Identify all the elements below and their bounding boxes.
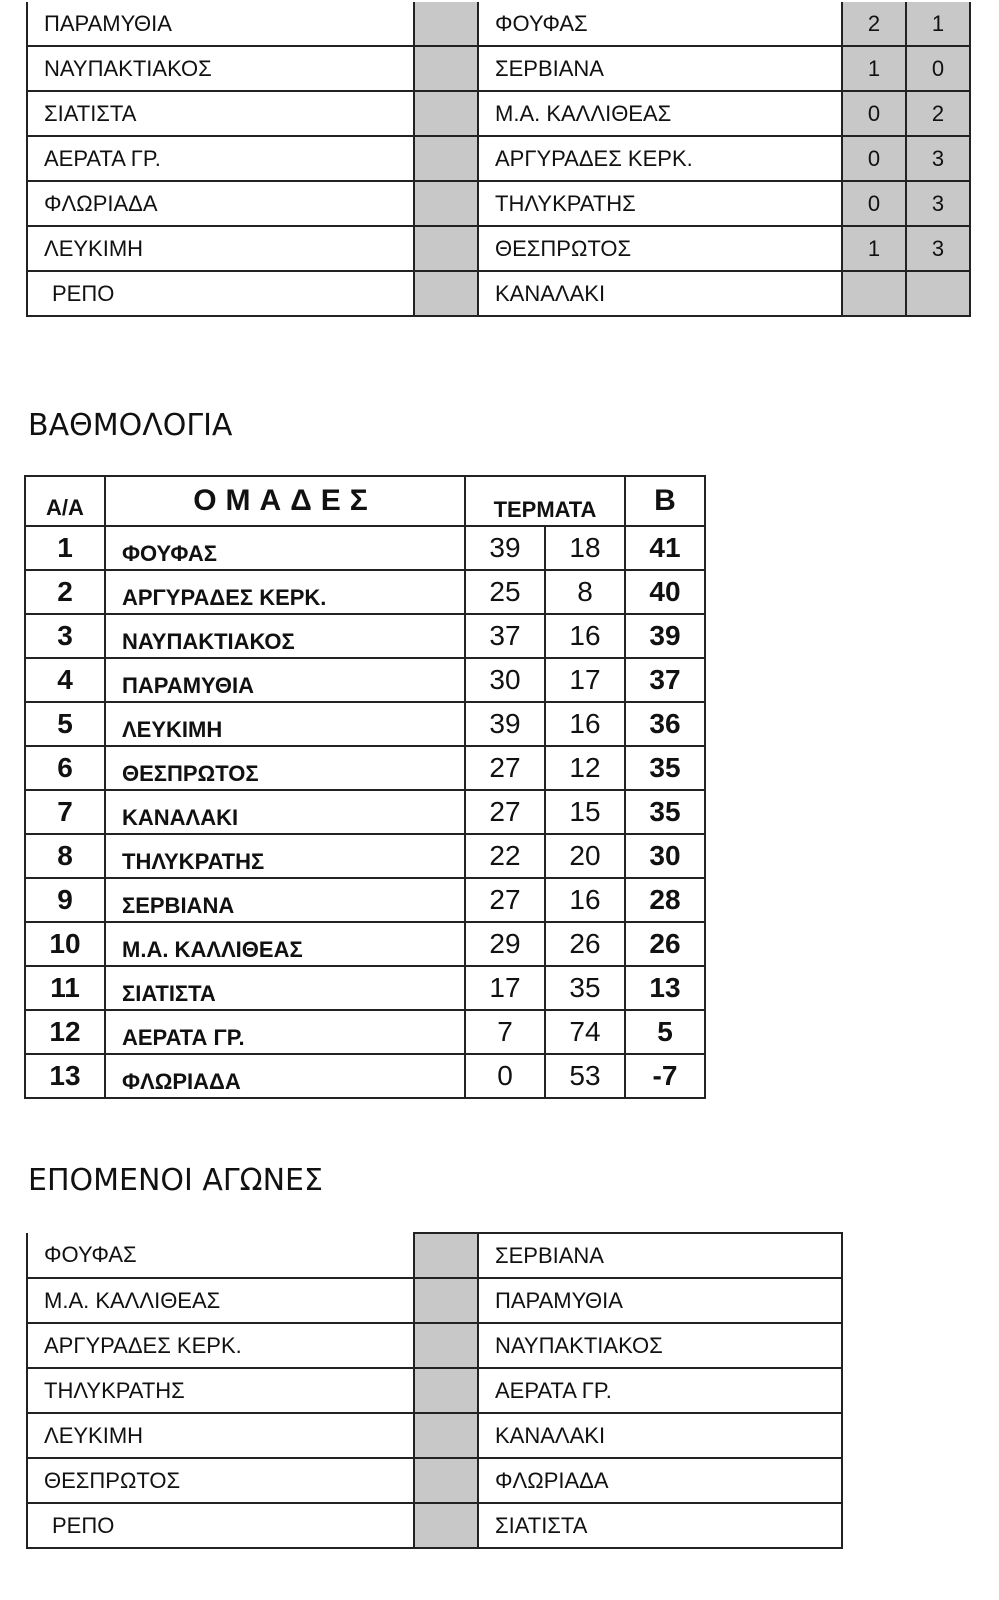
- position: 4: [25, 658, 105, 702]
- team-name: ΦΟΥΦΑΣ: [105, 526, 465, 570]
- goals-for: 27: [465, 878, 545, 922]
- goals-for: 39: [465, 526, 545, 570]
- away-score: 2: [906, 91, 970, 136]
- table-row: [27, 1413, 842, 1458]
- home-score: 0: [842, 136, 906, 181]
- home-team: ΦΟΥΦΑΣ: [27, 1233, 414, 1278]
- away-score: 0: [906, 46, 970, 91]
- goals-against: 17: [545, 658, 625, 702]
- goals-against: 26: [545, 922, 625, 966]
- table-row: [25, 1054, 705, 1098]
- position: 12: [25, 1010, 105, 1054]
- table-row: [25, 570, 705, 614]
- goals-against: 15: [545, 790, 625, 834]
- points: 41: [625, 526, 705, 570]
- table-row: [25, 702, 705, 746]
- away-team: ΣΕΡΒΙΑΝΑ: [478, 1233, 842, 1278]
- table-row: [27, 226, 970, 271]
- away-score: 3: [906, 181, 970, 226]
- points: 40: [625, 570, 705, 614]
- goals-for: 17: [465, 966, 545, 1010]
- home-team: ΣΙΑΤΙΣΤΑ: [27, 91, 414, 136]
- away-team: ΑΡΓΥΡΑΔΕΣ ΚΕΡΚ.: [478, 136, 842, 181]
- away-team: ΝΑΥΠΑΚΤΙΑΚΟΣ: [478, 1323, 842, 1368]
- goals-for: 27: [465, 790, 545, 834]
- team-name: ΑΡΓΥΡΑΔΕΣ ΚΕΡΚ.: [105, 570, 465, 614]
- separator-cell: [414, 181, 478, 226]
- table-row: [27, 91, 970, 136]
- away-team: ΤΗΛΥΚΡΑΤΗΣ: [478, 181, 842, 226]
- team-name: ΘΕΣΠΡΩΤΟΣ: [105, 746, 465, 790]
- position: 13: [25, 1054, 105, 1098]
- goals-against: 8: [545, 570, 625, 614]
- home-team: ΑΕΡΑΤΑ ΓΡ.: [27, 136, 414, 181]
- points: 35: [625, 790, 705, 834]
- table-row: [27, 1233, 842, 1278]
- results-table: [26, 2, 971, 317]
- separator-cell: [414, 136, 478, 181]
- table-row: [25, 526, 705, 570]
- away-team: ΣΕΡΒΙΑΝΑ: [478, 46, 842, 91]
- separator-cell: [414, 1233, 478, 1278]
- away-team: ΚΑΝΑΛΑΚΙ: [478, 271, 842, 316]
- away-score: 3: [906, 226, 970, 271]
- team-name: ΤΗΛΥΚΡΑΤΗΣ: [105, 834, 465, 878]
- team-name: ΣΙΑΤΙΣΤΑ: [105, 966, 465, 1010]
- goals-for: 39: [465, 702, 545, 746]
- standings-header-row: [25, 476, 705, 526]
- home-score: 1: [842, 226, 906, 271]
- away-team: ΣΙΑΤΙΣΤΑ: [478, 1503, 842, 1548]
- table-row: [27, 181, 970, 226]
- table-row: [25, 922, 705, 966]
- goals-against: 16: [545, 878, 625, 922]
- team-name: Μ.Α. ΚΑΛΛΙΘΕΑΣ: [105, 922, 465, 966]
- team-name: ΠΑΡΑΜΥΘΙΑ: [105, 658, 465, 702]
- separator-cell: [414, 91, 478, 136]
- separator-cell: [414, 1278, 478, 1323]
- position: 8: [25, 834, 105, 878]
- points: 30: [625, 834, 705, 878]
- away-team: ΦΟΥΦΑΣ: [478, 2, 842, 46]
- points-header: Β: [625, 476, 705, 526]
- goals-for: 37: [465, 614, 545, 658]
- away-team: ΑΕΡΑΤΑ ΓΡ.: [478, 1368, 842, 1413]
- goals-against: 20: [545, 834, 625, 878]
- separator-cell: [414, 1458, 478, 1503]
- team-name: ΣΕΡΒΙΑΝΑ: [105, 878, 465, 922]
- table-row: [27, 1458, 842, 1503]
- upcoming-table: [26, 1232, 843, 1549]
- points: 36: [625, 702, 705, 746]
- points: 5: [625, 1010, 705, 1054]
- home-team: ΑΡΓΥΡΑΔΕΣ ΚΕΡΚ.: [27, 1323, 414, 1368]
- points: 37: [625, 658, 705, 702]
- goals-for: 0: [465, 1054, 545, 1098]
- team-name: ΛΕΥΚΙΜΗ: [105, 702, 465, 746]
- table-row: [25, 614, 705, 658]
- table-row: [27, 1278, 842, 1323]
- position: 9: [25, 878, 105, 922]
- separator-cell: [414, 271, 478, 316]
- goals-for: 27: [465, 746, 545, 790]
- separator-cell: [414, 46, 478, 91]
- table-row: [27, 271, 970, 316]
- table-row: [27, 1503, 842, 1548]
- home-team: ΦΛΩΡΙΑΔΑ: [27, 181, 414, 226]
- goals-against: 35: [545, 966, 625, 1010]
- home-team: ΠΑΡΑΜΥΘΙΑ: [27, 2, 414, 46]
- points: 35: [625, 746, 705, 790]
- upcoming-title: ΕΠΟΜΕΝΟΙ ΑΓΩΝΕΣ: [28, 1163, 323, 1198]
- standings-table: [24, 475, 706, 1099]
- position: 2: [25, 570, 105, 614]
- home-team: Μ.Α. ΚΑΛΛΙΘΕΑΣ: [27, 1278, 414, 1323]
- separator-cell: [414, 1503, 478, 1548]
- home-team: ΡΕΠΟ: [27, 1503, 414, 1548]
- position: 7: [25, 790, 105, 834]
- table-row: [27, 136, 970, 181]
- home-score: 0: [842, 181, 906, 226]
- goals-against: 12: [545, 746, 625, 790]
- position: 10: [25, 922, 105, 966]
- points: -7: [625, 1054, 705, 1098]
- points: 13: [625, 966, 705, 1010]
- home-team: ΛΕΥΚΙΜΗ: [27, 226, 414, 271]
- away-score: 1: [906, 2, 970, 46]
- pos-header: Α/Α: [25, 476, 105, 526]
- table-row: [25, 878, 705, 922]
- team-name: ΚΑΝΑΛΑΚΙ: [105, 790, 465, 834]
- goals-header: ΤΕΡΜΑΤΑ: [465, 476, 625, 526]
- home-score: 2: [842, 2, 906, 46]
- goals-for: 29: [465, 922, 545, 966]
- team-name: ΝΑΥΠΑΚΤΙΑΚΟΣ: [105, 614, 465, 658]
- home-team: ΡΕΠΟ: [27, 271, 414, 316]
- position: 5: [25, 702, 105, 746]
- table-row: [25, 658, 705, 702]
- away-score: [906, 271, 970, 316]
- position: 6: [25, 746, 105, 790]
- table-row: [25, 1010, 705, 1054]
- table-row: [25, 746, 705, 790]
- goals-against: 16: [545, 614, 625, 658]
- separator-cell: [414, 1323, 478, 1368]
- separator-cell: [414, 1368, 478, 1413]
- goals-against: 53: [545, 1054, 625, 1098]
- team-name: ΑΕΡΑΤΑ ΓΡ.: [105, 1010, 465, 1054]
- goals-for: 25: [465, 570, 545, 614]
- separator-cell: [414, 226, 478, 271]
- goals-against: 18: [545, 526, 625, 570]
- home-score: [842, 271, 906, 316]
- away-team: ΦΛΩΡΙΑΔΑ: [478, 1458, 842, 1503]
- table-row: [25, 834, 705, 878]
- away-team: ΠΑΡΑΜΥΘΙΑ: [478, 1278, 842, 1323]
- points: 26: [625, 922, 705, 966]
- team-header: ΟΜΑΔΕΣ: [105, 476, 465, 526]
- home-team: ΘΕΣΠΡΩΤΟΣ: [27, 1458, 414, 1503]
- away-team: ΚΑΝΑΛΑΚΙ: [478, 1413, 842, 1458]
- separator-cell: [414, 2, 478, 46]
- position: 1: [25, 526, 105, 570]
- table-row: [27, 2, 970, 46]
- away-score: 3: [906, 136, 970, 181]
- points: 39: [625, 614, 705, 658]
- home-team: ΝΑΥΠΑΚΤΙΑΚΟΣ: [27, 46, 414, 91]
- goals-against: 16: [545, 702, 625, 746]
- table-row: [25, 790, 705, 834]
- goals-for: 22: [465, 834, 545, 878]
- team-name: ΦΛΩΡΙΑΔΑ: [105, 1054, 465, 1098]
- home-team: ΛΕΥΚΙΜΗ: [27, 1413, 414, 1458]
- home-score: 1: [842, 46, 906, 91]
- standings-title: ΒΑΘΜΟΛΟΓΙΑ: [28, 408, 233, 443]
- table-row: [25, 966, 705, 1010]
- position: 3: [25, 614, 105, 658]
- home-score: 0: [842, 91, 906, 136]
- goals-against: 74: [545, 1010, 625, 1054]
- table-row: [27, 1323, 842, 1368]
- points: 28: [625, 878, 705, 922]
- away-team: ΘΕΣΠΡΩΤΟΣ: [478, 226, 842, 271]
- table-row: [27, 46, 970, 91]
- away-team: Μ.Α. ΚΑΛΛΙΘΕΑΣ: [478, 91, 842, 136]
- goals-for: 7: [465, 1010, 545, 1054]
- separator-cell: [414, 1413, 478, 1458]
- goals-for: 30: [465, 658, 545, 702]
- table-row: [27, 1368, 842, 1413]
- home-team: ΤΗΛΥΚΡΑΤΗΣ: [27, 1368, 414, 1413]
- position: 11: [25, 966, 105, 1010]
